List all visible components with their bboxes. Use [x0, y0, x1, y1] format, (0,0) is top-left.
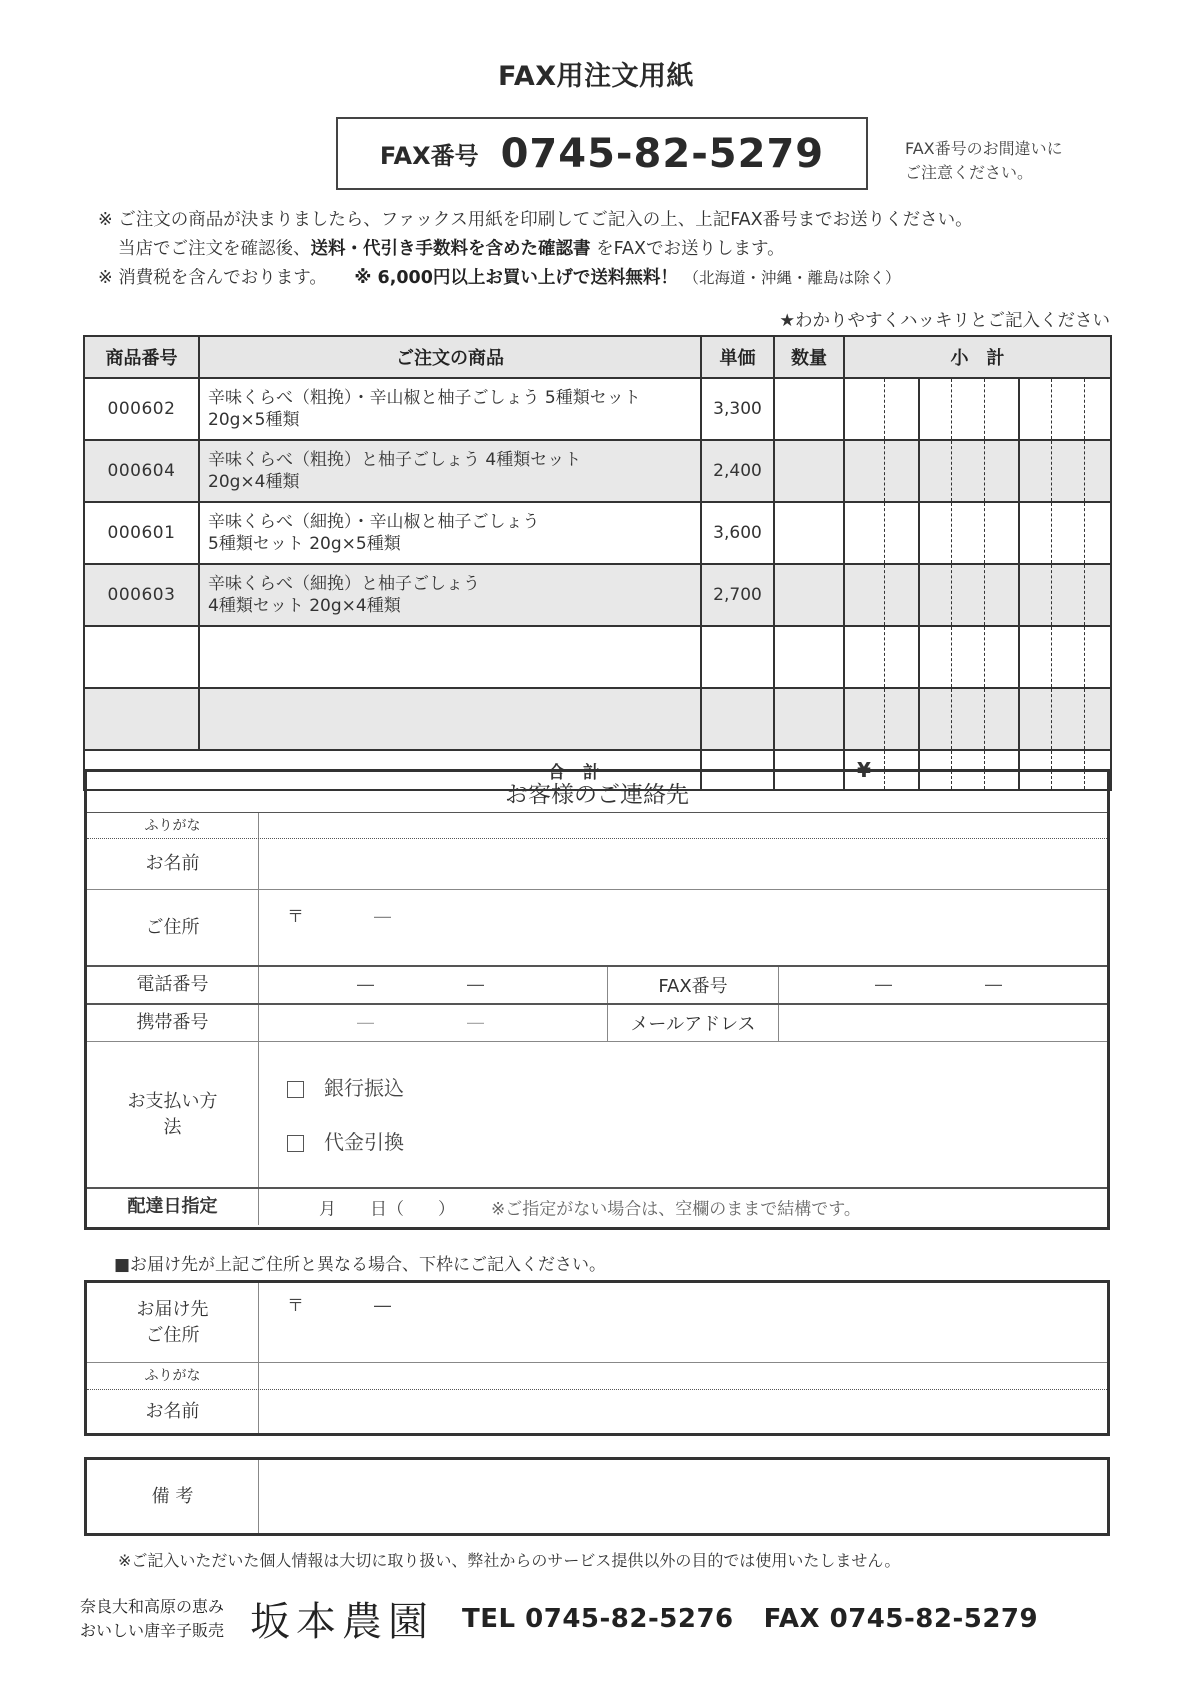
- subtotal-field[interactable]: [844, 440, 1111, 502]
- digit-group-divider: [1018, 441, 1020, 501]
- digit-divider: [951, 503, 952, 563]
- product-name-line: 辛味くらべ（細挽）・辛山椒と柚子ごしょう: [208, 512, 540, 532]
- alt-furigana-row: [87, 1362, 1107, 1389]
- header-subtotal: 小 計: [844, 336, 1111, 378]
- alt-furigana-field[interactable]: [259, 1363, 1107, 1389]
- tagline-line: おいしい唐辛子販売: [80, 1620, 225, 1640]
- digit-divider: [884, 627, 885, 687]
- qty-field[interactable]: [774, 378, 844, 440]
- alt-delivery-section: [84, 1280, 1110, 1436]
- product-code: 000603: [84, 564, 199, 626]
- product-name-line: 4種類セット 20g×4種類: [208, 596, 401, 616]
- qty-field[interactable]: [774, 688, 844, 750]
- payment-option-cod[interactable]: [287, 1126, 404, 1155]
- digit-divider: [1051, 379, 1052, 439]
- table-row: [84, 440, 1111, 502]
- fill-instruction: ★わかりやすくハッキリとご記入ください: [779, 311, 1110, 331]
- phone-row: [87, 965, 1107, 1003]
- mobile-dash: ―: [357, 1013, 374, 1033]
- product-name-line: 20g×5種類: [208, 410, 300, 430]
- product-code: 000601: [84, 502, 199, 564]
- product-name-line: 辛味くらべ（細挽）と柚子ごしょう: [208, 574, 480, 594]
- digit-divider: [884, 565, 885, 625]
- checkbox-icon[interactable]: [287, 1081, 304, 1098]
- delivery-date-note: ※ご指定がない場合は、空欄のままで結構です。: [491, 1199, 861, 1220]
- digit-group-divider: [918, 441, 920, 501]
- table-row-empty: [84, 688, 1111, 750]
- header-product: ご注文の商品: [199, 336, 701, 378]
- digit-group-divider: [1018, 379, 1020, 439]
- payment-label: お支払い方法: [87, 1042, 259, 1187]
- digit-divider: [951, 379, 952, 439]
- fax-dash: ―: [875, 975, 892, 995]
- mobile-row: [87, 1003, 1107, 1041]
- delivery-date-template: [319, 1195, 861, 1220]
- furigana-field[interactable]: [259, 813, 1107, 838]
- qty-field[interactable]: [774, 440, 844, 502]
- alt-furigana-label: ふりがな: [87, 1363, 259, 1389]
- unit-price: 2,400: [701, 440, 774, 502]
- digit-divider: [1051, 503, 1052, 563]
- note-bold: 送料・代引き手数料を含めた確認書: [310, 239, 591, 259]
- phone-label: 電話番号: [87, 967, 259, 1003]
- payment-option-label: 銀行振込: [324, 1076, 404, 1100]
- order-notes: [98, 206, 973, 293]
- order-table-header: [84, 336, 1111, 378]
- digit-divider: [1084, 441, 1085, 501]
- brand-logo: 坂本農園: [250, 1599, 435, 1645]
- phone-dash: ―: [467, 975, 484, 995]
- digit-group-divider: [1018, 565, 1020, 625]
- digit-divider: [951, 627, 952, 687]
- product-name: [199, 502, 701, 564]
- remarks-field[interactable]: [259, 1460, 1107, 1533]
- unit-price: 2,700: [701, 564, 774, 626]
- digit-divider: [951, 441, 952, 501]
- digit-group-divider: [1018, 689, 1020, 749]
- contact-section: [84, 769, 1110, 1230]
- product-code: 000604: [84, 440, 199, 502]
- product-name-line: 辛味くらべ（粗挽）・辛山椒と柚子ごしょう 5種類セット: [208, 388, 641, 408]
- digit-divider: [1051, 689, 1052, 749]
- header-code: 商品番号: [84, 336, 199, 378]
- header-qty: 数量: [774, 336, 844, 378]
- footer-fax: FAX 0745-82-5279: [763, 1603, 1039, 1634]
- postal-code: [287, 902, 391, 927]
- order-table: [83, 335, 1112, 791]
- digit-divider: [884, 503, 885, 563]
- digit-divider: [1084, 565, 1085, 625]
- digit-divider: [1051, 565, 1052, 625]
- remarks-row: [87, 1460, 1107, 1533]
- name-row: [87, 838, 1107, 889]
- unit-price-field[interactable]: [701, 688, 774, 750]
- yen-symbol: ¥: [857, 758, 871, 782]
- product-name-line: 辛味くらべ（粗挽）と柚子ごしょう 4種類セット: [208, 450, 582, 470]
- email-label: メールアドレス: [607, 1005, 779, 1041]
- delivery-date-format: 月 日（ ）: [319, 1199, 455, 1220]
- shipping-exclusion-note: （北海道・沖縄・離島は除く）: [683, 269, 901, 287]
- tagline-line: 奈良大和高原の恵み: [80, 1596, 225, 1616]
- digit-group-divider: [918, 627, 920, 687]
- alt-address-row: [87, 1283, 1107, 1362]
- postal-dash: ―: [374, 1296, 391, 1316]
- digit-divider: [984, 441, 985, 501]
- name-field[interactable]: [259, 839, 1107, 889]
- digit-divider: [1084, 689, 1085, 749]
- fax-number: 0745-82-5279: [500, 130, 825, 177]
- fax-field-label: FAX番号: [607, 967, 779, 1003]
- product-name: [199, 378, 701, 440]
- contact-heading: お客様のご連絡先: [87, 772, 1107, 813]
- tagline: [80, 1595, 224, 1643]
- subtotal-field[interactable]: [844, 502, 1111, 564]
- qty-field[interactable]: [774, 626, 844, 688]
- product-code: 000602: [84, 378, 199, 440]
- product-code-field[interactable]: [84, 626, 199, 688]
- product-code-field[interactable]: [84, 688, 199, 750]
- subtotal-field[interactable]: [844, 564, 1111, 626]
- fax-caution-line: ご注意ください。: [905, 163, 1034, 182]
- alt-name-row: [87, 1389, 1107, 1433]
- name-label: お名前: [87, 839, 259, 889]
- product-name-field[interactable]: [199, 688, 701, 750]
- table-row: [84, 502, 1111, 564]
- digit-divider: [884, 441, 885, 501]
- remarks-label: 備 考: [87, 1460, 259, 1533]
- product-name-line: 20g×4種類: [208, 472, 300, 492]
- digit-group-divider: [918, 503, 920, 563]
- product-name-line: 5種類セット 20g×5種類: [208, 534, 401, 554]
- delivery-date-label: 配達日指定: [87, 1189, 259, 1225]
- free-shipping-note: ※ 6,000円以上お買い上げで送料無料！: [354, 268, 678, 288]
- subtotal-field[interactable]: [844, 378, 1111, 440]
- digit-divider: [984, 565, 985, 625]
- note-text: 当店でご注文を確認後、: [118, 239, 311, 259]
- footer-tel: TEL 0745-82-5276: [462, 1603, 734, 1634]
- fax-caution-line: FAX番号のお間違いに: [905, 139, 1063, 158]
- phone-field[interactable]: [259, 967, 607, 1003]
- alt-address-field[interactable]: [259, 1283, 1107, 1362]
- payment-option-bank[interactable]: [287, 1072, 404, 1101]
- product-name: [199, 564, 701, 626]
- digit-divider: [884, 379, 885, 439]
- address-row: [87, 889, 1107, 965]
- header-price: 単価: [701, 336, 774, 378]
- total-label: 合計: [84, 750, 701, 790]
- mobile-label: 携帯番号: [87, 1005, 259, 1041]
- unit-price: 3,300: [701, 378, 774, 440]
- digit-divider: [1051, 627, 1052, 687]
- alt-address-label: お届け先ご住所: [87, 1283, 259, 1362]
- payment-row: [87, 1041, 1107, 1187]
- note-line-1: ※ ご注文の商品が決まりましたら、ファックス用紙を印刷してご記入の上、上記FAX番号までお送りください。: [98, 210, 973, 230]
- note-line-3: [98, 264, 973, 293]
- digit-divider: [951, 565, 952, 625]
- subtotal-field[interactable]: [844, 626, 1111, 688]
- fax-field[interactable]: [779, 967, 1107, 1003]
- qty-field[interactable]: [774, 502, 844, 564]
- page-title: FAX用注文用紙: [497, 61, 695, 92]
- address-label: ご住所: [87, 890, 259, 965]
- delivery-date-row: [87, 1187, 1107, 1225]
- digit-group-divider: [1018, 627, 1020, 687]
- footer: [80, 1590, 1110, 1647]
- alt-name-field[interactable]: [259, 1390, 1107, 1433]
- postal-mark-icon: 〒: [287, 907, 304, 927]
- digit-group-divider: [918, 689, 920, 749]
- qty-field[interactable]: [774, 564, 844, 626]
- phone-dash: ―: [357, 975, 374, 995]
- note-text: をFAXでお送りします。: [590, 239, 785, 259]
- digit-group-divider: [918, 379, 920, 439]
- furigana-label: ふりがな: [87, 813, 259, 838]
- product-name: [199, 440, 701, 502]
- address-field[interactable]: [259, 890, 1107, 965]
- remarks-section: [84, 1457, 1110, 1536]
- alt-delivery-note: ■お届け先が上記ご住所と異なる場合、下枠にご記入ください。: [114, 1255, 607, 1275]
- unit-price-field[interactable]: [701, 626, 774, 688]
- digit-divider: [1051, 441, 1052, 501]
- digit-group-divider: [918, 565, 920, 625]
- checkbox-icon[interactable]: [287, 1135, 304, 1152]
- digit-group-divider: [1018, 503, 1020, 563]
- digit-divider: [951, 689, 952, 749]
- fax-number-box: [336, 117, 868, 190]
- email-field[interactable]: [779, 1005, 1107, 1041]
- postal-code: [287, 1291, 391, 1316]
- note-line-2: [98, 235, 973, 264]
- payment-options: [259, 1042, 1107, 1187]
- digit-divider: [984, 379, 985, 439]
- table-row: [84, 564, 1111, 626]
- table-row-empty: [84, 626, 1111, 688]
- unit-price: 3,600: [701, 502, 774, 564]
- table-row: [84, 378, 1111, 440]
- digit-divider: [984, 627, 985, 687]
- digit-divider: [984, 689, 985, 749]
- fax-dash: ―: [985, 975, 1002, 995]
- digit-divider: [884, 689, 885, 749]
- subtotal-field[interactable]: [844, 688, 1111, 750]
- digit-divider: [1084, 503, 1085, 563]
- digit-divider: [1084, 379, 1085, 439]
- postal-mark-icon: 〒: [287, 1296, 304, 1316]
- note-text: ※ 消費税を含んでおります。: [98, 268, 327, 288]
- mobile-dash: ―: [467, 1013, 484, 1033]
- delivery-date-field[interactable]: [259, 1189, 1107, 1225]
- fax-caution-note: [905, 137, 1063, 185]
- product-name-field[interactable]: [199, 626, 701, 688]
- postal-dash: ―: [374, 907, 391, 927]
- alt-name-label: お名前: [87, 1390, 259, 1433]
- privacy-note: ※ご記入いただいた個人情報は大切に取り扱い、弊社からのサービス提供以外の目的では使用いたしません。: [118, 1551, 901, 1570]
- mobile-field[interactable]: [259, 1005, 607, 1041]
- digit-divider: [1084, 627, 1085, 687]
- digit-divider: [984, 503, 985, 563]
- furigana-row: [87, 813, 1107, 838]
- payment-option-label: 代金引換: [324, 1130, 404, 1154]
- fax-label: FAX番号: [379, 142, 479, 170]
